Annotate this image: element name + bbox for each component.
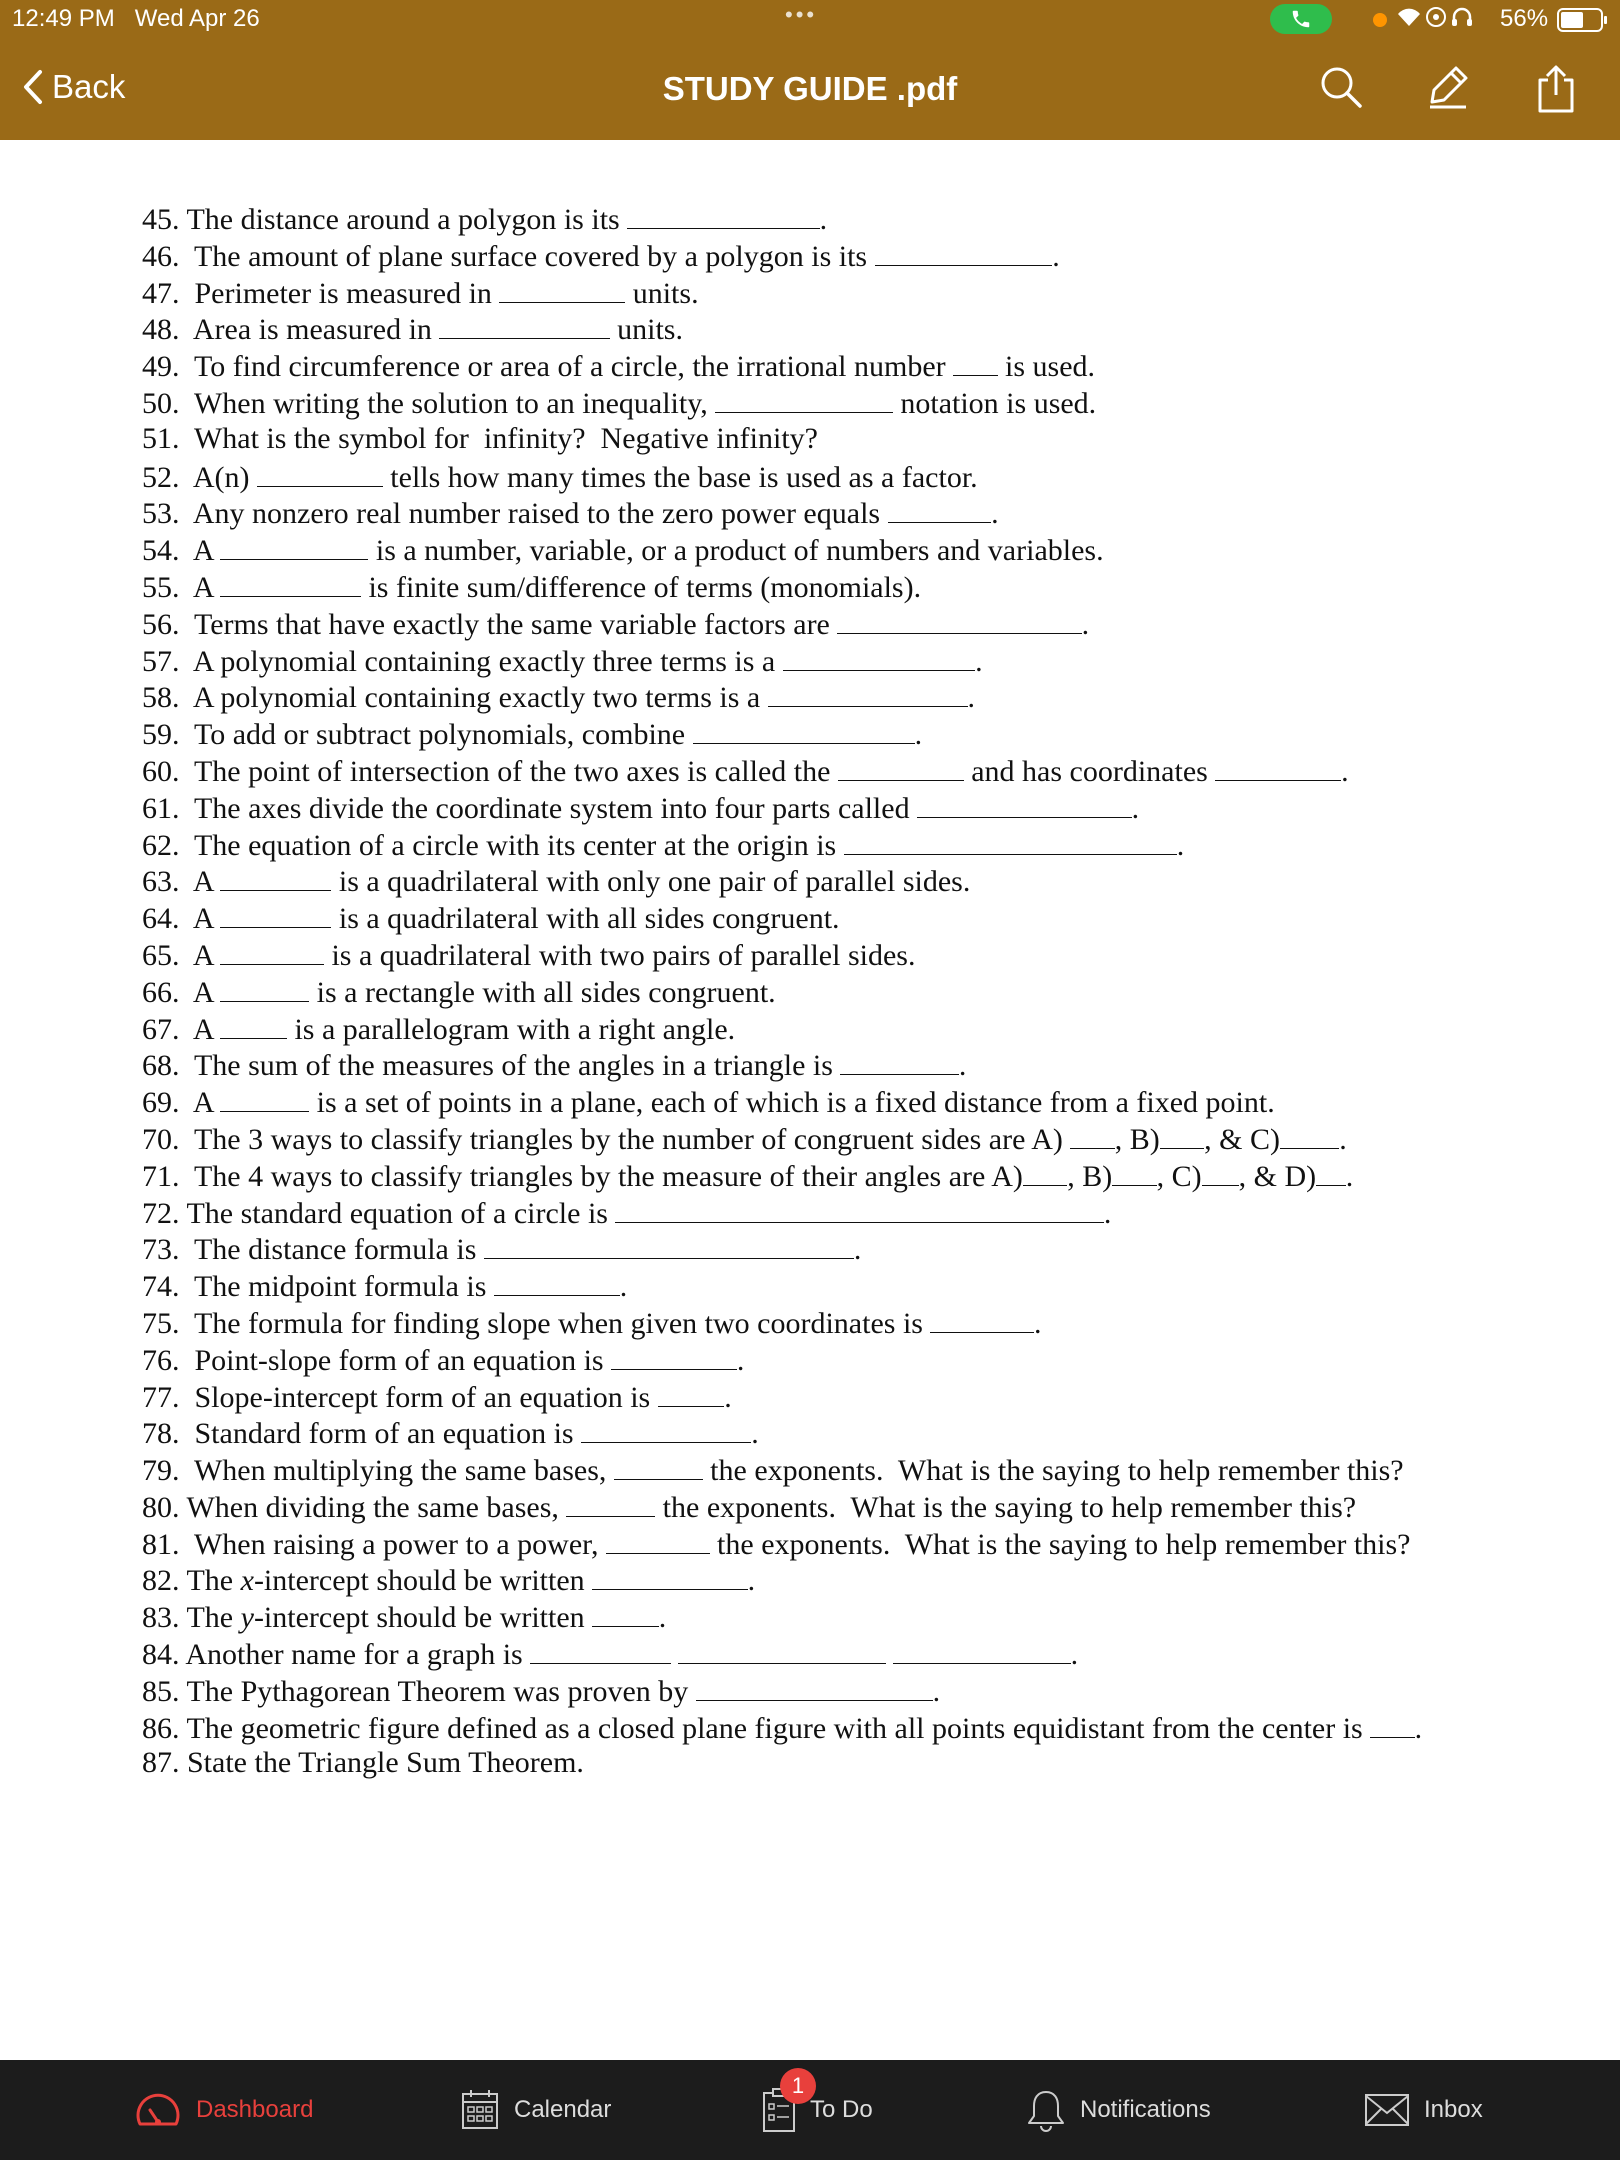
question-text: 49. To find circumference or area of a circle, the irrational number [142,350,954,384]
question-text: 77. Slope-intercept form of an equation is [142,1380,658,1414]
question-line [142,1451,1582,1488]
question-text: 55. A [142,570,221,604]
question-text: 72. The standard equation of a circle is [142,1196,616,1230]
answer-blank [614,1451,703,1480]
question-text: 76. Point-slope form of an equation is [142,1343,612,1377]
question-text: 53. Any nonzero real number raised to the zero power equals [142,497,888,531]
question-line [142,274,1582,311]
answer-blank [838,752,964,781]
question-text: and has coordinates [963,754,1216,788]
question-text: . [967,681,976,715]
question-text: . [1131,791,1140,825]
question-line [142,531,1582,568]
answer-blank [696,1672,933,1701]
answer-blank [615,1194,1103,1223]
question-text: is a quadrilateral with two pairs of parallel sides. [323,938,916,972]
question-line [142,458,1582,495]
question-line [142,1635,1582,1672]
question-line [142,1414,1582,1451]
answer-blank [1215,752,1341,781]
question-text: 75. The formula for finding slope when given two coordinates is [142,1306,931,1340]
question-line [142,752,1582,789]
document-title: STUDY GUIDE .pdf [662,70,958,107]
answer-blank [917,789,1132,818]
answer-blank [439,310,609,339]
question-line [142,1230,1582,1267]
answer-blank [220,531,368,560]
question-line [142,1341,1582,1378]
question-text: , & C) [1204,1122,1281,1156]
question-text: 47. Perimeter is measured in [142,276,500,310]
question-line [142,1120,1582,1157]
tab-inbox[interactable] [1364,2060,1483,2160]
question-line [142,200,1582,237]
battery-percent: 56% [1500,5,1549,32]
question-text: 48. Area is measured in [142,313,440,347]
question-text: , C) [1156,1159,1202,1193]
answer-blank [1202,1157,1239,1186]
question-text: . [991,497,999,531]
question-line [142,1672,1582,1709]
answer-blank [930,1304,1034,1333]
question-line [142,899,1582,936]
pdf-page [142,200,1582,1782]
question-text: 74. The midpoint formula is [142,1270,494,1304]
answer-blank [888,494,992,523]
question-line [142,1194,1582,1231]
question-text: . [724,1380,732,1414]
question-line [142,605,1582,642]
answer-blank [1160,1120,1204,1149]
question-text: . [619,1270,628,1304]
question-text: . [751,1417,759,1451]
question-text: 84. Another name for a graph is [142,1638,531,1672]
question-text: 63. A [142,865,221,899]
answer-blank [1370,1709,1414,1738]
answer-blank [1112,1157,1156,1186]
answer-blank [1070,1120,1114,1149]
question-text: is a quadrilateral with only one pair of parallel sides. [331,865,971,899]
question-text: 50. When writing the solution to an inequality, [142,386,716,420]
question-text: is finite sum/difference of terms (monomials). [360,570,922,604]
question-text: , B) [1114,1122,1160,1156]
question-text: . [1070,1638,1079,1672]
question-text: . [1414,1711,1423,1745]
question-line [142,715,1582,752]
question-text: 69. A [142,1086,221,1120]
question-line [142,789,1582,826]
bell-icon [1026,2088,1066,2132]
back-label: Back [52,68,126,105]
question-text [671,1638,679,1671]
question-line [142,1745,1582,1782]
question-text: 83. The [142,1601,241,1635]
question-text: x [240,1564,254,1598]
question-text: 64. A [142,902,221,936]
question-text: 57. A polynomial containing exactly three terms is a [142,644,783,678]
question-text: 87. State the Triangle Sum Theorem. [142,1746,584,1780]
answer-blank [484,1230,854,1259]
question-text: . [736,1343,745,1377]
calendar-icon [460,2088,500,2132]
question-text: the exponents. What is the saying to help remember this? [709,1527,1411,1561]
answer-blank [220,568,361,597]
answer-blank [220,899,331,928]
question-line [142,1488,1582,1525]
search-icon[interactable] [1318,64,1364,115]
question-text: is a parallelogram with a right angle. [286,1012,736,1046]
answer-blank [257,458,383,487]
question-text: -intercept should be written [253,1564,593,1598]
mail-icon [1364,2093,1410,2127]
question-text: units. [625,276,699,310]
answer-blank [220,862,331,891]
question-text: 45. The distance around a polygon is its [142,203,628,236]
answer-blank [611,1341,737,1370]
question-line [142,1598,1582,1635]
question-text: the exponents. What is the saying to help remember this? [655,1490,1357,1524]
question-text: 70. The 3 ways to classify triangles by the number of congruent sides are A) [142,1122,1071,1156]
status-bar [0,0,1620,40]
answer-blank [768,678,968,707]
question-text [886,1638,894,1671]
question-line [142,347,1582,384]
question-text: . [1341,754,1349,788]
question-text: is a rectangle with all sides congruent. [309,975,776,1009]
tab-notifications[interactable] [1026,2060,1211,2160]
question-line [142,1010,1582,1047]
question-text: . [932,1674,941,1708]
question-text: 65. A [142,938,221,972]
question-text: is used. [997,350,1096,384]
answer-blank [581,1414,751,1443]
question-text: 51. What is the symbol for infinity? Negative infinity? [142,421,818,455]
call-indicator-icon[interactable] [1270,4,1332,34]
dashboard-gauge-icon [134,2092,182,2128]
answer-blank [220,973,309,1002]
question-line [142,1267,1582,1304]
top-nav-bar [0,40,1620,140]
share-icon[interactable] [1535,64,1577,119]
question-text: 61. The axes divide the coordinate system into four parts called [142,791,918,825]
question-text: . [1339,1122,1347,1156]
answer-blank [530,1635,671,1664]
answer-blank [220,1010,287,1039]
question-line [142,1378,1582,1415]
question-text: notation is used. [892,386,1097,420]
answer-blank [844,826,1177,855]
question-text: is a number, variable, or a product of numbers and variables. [368,534,1104,568]
answer-blank [220,1083,309,1112]
question-text: 60. The point of intersection of the two axes is called the [142,754,838,788]
question-line [142,568,1582,605]
question-text: . [1052,239,1060,273]
wifi-icon [1396,5,1492,35]
tab-notifications-label: Notifications [1080,2096,1211,2123]
question-text: . [958,1049,967,1083]
answer-blank [678,1635,885,1664]
question-line [142,1525,1582,1562]
answer-blank [840,1046,958,1075]
tab-dashboard-label: Dashboard [196,2096,314,2123]
question-text: y [240,1601,254,1635]
status-time: 12:49 PM Wed Apr 26 [12,5,260,32]
answer-blank [606,1525,710,1554]
question-text: . [975,644,983,678]
question-line [142,1046,1582,1083]
answer-blank [220,936,324,965]
question-text: 46. The amount of plane surface covered by a polygon is its [142,239,875,273]
tab-todo-label: To Do [810,2096,873,2123]
question-line [142,237,1582,274]
question-text: 85. The Pythagorean Theorem was proven by [142,1674,696,1708]
question-text: the exponents. What is the saying to help remember this? [702,1454,1404,1488]
question-text: 62. The equation of a circle with its center at the origin is [142,828,844,862]
question-line [142,421,1582,458]
question-text: 71. The 4 ways to classify triangles by the measure of their angles are A) [142,1159,1023,1193]
question-line [142,826,1582,863]
answer-blank [875,237,1053,266]
question-line [142,678,1582,715]
question-text: . [853,1233,862,1267]
answer-blank [592,1561,747,1590]
answer-blank [494,1267,620,1296]
tab-calendar[interactable] [460,2060,611,2160]
question-line [142,973,1582,1010]
tab-dashboard[interactable] [134,2060,313,2160]
question-line [142,862,1582,899]
question-text: . [1081,607,1090,641]
question-text: 68. The sum of the measures of the angles in a triangle is [142,1049,841,1083]
bottom-tab-bar [0,2060,1620,2160]
question-text: . [914,718,923,752]
question-text: 78. Standard form of an equation is [142,1417,582,1451]
question-line [142,384,1582,421]
question-line [142,642,1582,679]
answer-blank [1280,1120,1339,1149]
question-line [142,1709,1582,1746]
annotate-pen-icon[interactable] [1426,64,1470,115]
question-line [142,936,1582,973]
answer-blank [566,1488,655,1517]
answer-blank [715,384,893,413]
question-text: 86. The geometric figure defined as a closed plane figure with all points equidistant from the center is [142,1711,1371,1745]
answer-blank [953,347,997,376]
question-text: 73. The distance formula is [142,1233,484,1267]
question-text: units. [609,313,683,347]
question-line [142,1157,1582,1194]
todo-count-badge: 1 [780,2068,816,2104]
question-text: 66. A [142,975,221,1009]
question-text: . [819,203,828,236]
question-text: 81. When raising a power to a power, [142,1527,606,1561]
answer-blank [893,1635,1071,1664]
answer-blank [783,642,975,671]
battery-icon [1557,8,1603,32]
question-line [142,1304,1582,1341]
question-text: 59. To add or subtract polynomials, combine [142,718,693,752]
tab-inbox-label: Inbox [1424,2096,1483,2123]
answer-blank [1023,1157,1067,1186]
question-line [142,310,1582,347]
answer-blank [1316,1157,1346,1186]
question-line [142,494,1582,531]
question-text: is a quadrilateral with all sides congruent. [331,902,840,936]
question-text: . [1034,1306,1042,1340]
mic-in-use-indicator-icon [1373,13,1387,27]
question-text: 79. When multiplying the same bases, [142,1454,614,1488]
answer-blank [658,1378,725,1407]
question-text: 82. The [142,1564,241,1598]
question-text: is a set of points in a plane, each of which is a fixed distance from a fixed point. [309,1086,1275,1120]
answer-blank [592,1598,659,1627]
question-text: -intercept should be written [253,1601,593,1635]
answer-blank [627,200,819,229]
question-text: , B) [1067,1159,1113,1193]
question-text: 58. A polynomial containing exactly two terms is a [142,681,768,715]
question-text: 54. A [142,534,221,568]
tab-calendar-label: Calendar [514,2096,612,2123]
question-text: . [1103,1196,1112,1230]
question-text: . [1176,828,1185,862]
question-text: 80. When dividing the same bases, [142,1490,567,1524]
answer-blank [837,605,1081,634]
question-line [142,1083,1582,1120]
question-text: tells how many times the base is used as a factor. [382,460,978,494]
multitasking-dots-icon[interactable]: ••• [785,2,818,27]
question-text: . [747,1564,756,1598]
tab-todo[interactable] [762,2060,873,2160]
answer-blank [693,715,915,744]
question-line [142,1561,1582,1598]
question-text: , & D) [1238,1159,1317,1193]
question-text: . [1345,1159,1354,1193]
question-text: 52. A(n) [142,460,257,494]
question-text: 67. A [142,1012,221,1046]
answer-blank [499,274,625,303]
question-text: . [658,1601,667,1635]
question-text: 56. Terms that have exactly the same variable factors are [142,607,838,641]
